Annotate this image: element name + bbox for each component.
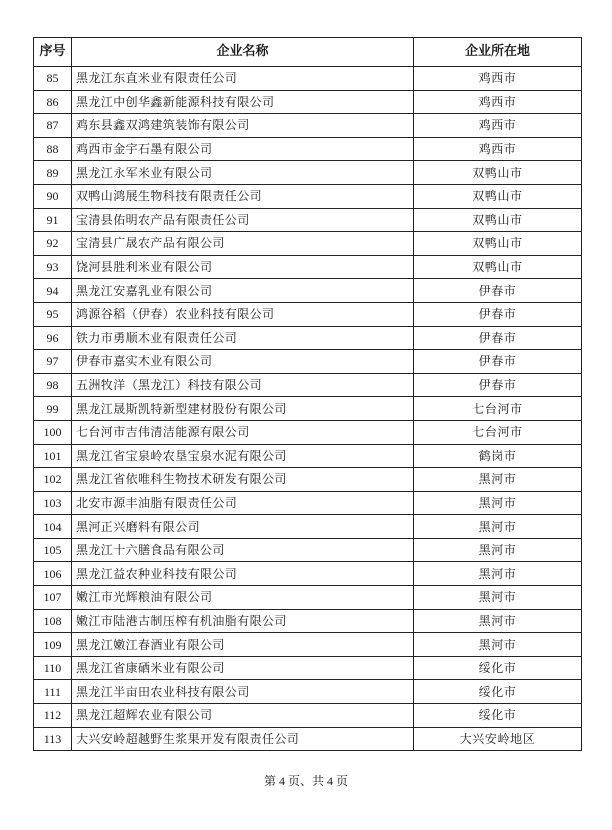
- cell-serial-number: 91: [34, 208, 72, 232]
- cell-serial-number: 113: [34, 727, 72, 751]
- cell-enterprise-name: 鸿源谷稻（伊春）农业科技有限公司: [72, 302, 414, 326]
- table-row: [34, 397, 582, 421]
- cell-serial-number: 90: [34, 184, 72, 208]
- cell-enterprise-location: 黑河市: [414, 562, 582, 586]
- cell-enterprise-name: 黑龙江永军米业有限公司: [72, 161, 414, 185]
- table-row: [34, 114, 582, 138]
- table-row: [34, 491, 582, 515]
- cell-enterprise-name: 鸡东县鑫双鸿建筑装饰有限公司: [72, 114, 414, 138]
- table-row: [34, 420, 582, 444]
- cell-enterprise-location: 伊春市: [414, 350, 582, 374]
- table-row: [34, 468, 582, 492]
- cell-enterprise-name: 黑龙江东直米业有限责任公司: [72, 67, 414, 91]
- cell-enterprise-name: 伊春市嘉实木业有限公司: [72, 350, 414, 374]
- cell-enterprise-location: 七台河市: [414, 420, 582, 444]
- cell-enterprise-location: 黑河市: [414, 586, 582, 610]
- header-row: [34, 38, 582, 67]
- cell-enterprise-name: 黑龙江省依唯科生物技术研发有限公司: [72, 468, 414, 492]
- table-row: [34, 515, 582, 539]
- cell-serial-number: 89: [34, 161, 72, 185]
- cell-enterprise-name: 黑龙江半亩田农业科技有限公司: [72, 680, 414, 704]
- header-enterprise-name: 企业名称: [72, 38, 414, 67]
- cell-serial-number: 101: [34, 444, 72, 468]
- cell-enterprise-name: 黑龙江超辉农业有限公司: [72, 704, 414, 728]
- table-row: [34, 656, 582, 680]
- cell-serial-number: 106: [34, 562, 72, 586]
- table-row: [34, 302, 582, 326]
- cell-enterprise-name: 黑河正兴磨料有限公司: [72, 515, 414, 539]
- cell-serial-number: 100: [34, 420, 72, 444]
- cell-enterprise-name: 嫩江市光辉粮油有限公司: [72, 586, 414, 610]
- table-row: [34, 350, 582, 374]
- cell-enterprise-location: 伊春市: [414, 302, 582, 326]
- header-serial-number: 序号: [34, 38, 72, 67]
- table-row: [34, 586, 582, 610]
- cell-enterprise-name: 大兴安岭超越野生浆果开发有限责任公司: [72, 727, 414, 751]
- cell-enterprise-location: 绥化市: [414, 680, 582, 704]
- enterprise-table: [33, 37, 582, 751]
- cell-enterprise-location: 黑河市: [414, 515, 582, 539]
- cell-serial-number: 92: [34, 232, 72, 256]
- cell-enterprise-location: 黑河市: [414, 633, 582, 657]
- cell-enterprise-location: 黑河市: [414, 609, 582, 633]
- cell-enterprise-location: 绥化市: [414, 656, 582, 680]
- cell-serial-number: 108: [34, 609, 72, 633]
- table-row: [34, 704, 582, 728]
- cell-enterprise-name: 双鸭山鸿展生物科技有限责任公司: [72, 184, 414, 208]
- cell-serial-number: 104: [34, 515, 72, 539]
- cell-enterprise-location: 鸡西市: [414, 114, 582, 138]
- table-row: [34, 255, 582, 279]
- cell-enterprise-location: 鸡西市: [414, 90, 582, 114]
- cell-serial-number: 102: [34, 468, 72, 492]
- document-page: [33, 37, 581, 751]
- cell-serial-number: 97: [34, 350, 72, 374]
- cell-enterprise-location: 绥化市: [414, 704, 582, 728]
- cell-enterprise-name: 宝清县广晟农产品有限公司: [72, 232, 414, 256]
- cell-serial-number: 111: [34, 680, 72, 704]
- table-row: [34, 633, 582, 657]
- table-row: [34, 373, 582, 397]
- cell-enterprise-name: 宝清县佑明农产品有限责任公司: [72, 208, 414, 232]
- cell-enterprise-name: 黑龙江益农种业科技有限公司: [72, 562, 414, 586]
- cell-enterprise-location: 鸡西市: [414, 67, 582, 91]
- cell-serial-number: 105: [34, 538, 72, 562]
- cell-enterprise-location: 黑河市: [414, 491, 582, 515]
- table-row: [34, 562, 582, 586]
- cell-enterprise-location: 鹤岗市: [414, 444, 582, 468]
- cell-enterprise-name: 黑龙江十六膳食品有限公司: [72, 538, 414, 562]
- cell-serial-number: 88: [34, 137, 72, 161]
- cell-enterprise-location: 伊春市: [414, 373, 582, 397]
- cell-serial-number: 109: [34, 633, 72, 657]
- cell-enterprise-location: 双鸭山市: [414, 184, 582, 208]
- cell-serial-number: 96: [34, 326, 72, 350]
- cell-serial-number: 85: [34, 67, 72, 91]
- cell-enterprise-name: 黑龙江嫩江春酒业有限公司: [72, 633, 414, 657]
- cell-enterprise-name: 饶河县胜利米业有限公司: [72, 255, 414, 279]
- cell-serial-number: 86: [34, 90, 72, 114]
- cell-enterprise-name: 黑龙江安嘉乳业有限公司: [72, 279, 414, 303]
- cell-enterprise-location: 七台河市: [414, 397, 582, 421]
- table-row: [34, 727, 582, 751]
- cell-enterprise-name: 五洲牧洋（黑龙江）科技有限公司: [72, 373, 414, 397]
- cell-enterprise-location: 大兴安岭地区: [414, 727, 582, 751]
- table-row: [34, 137, 582, 161]
- cell-enterprise-name: 黑龙江省宝泉岭农垦宝泉水泥有限公司: [72, 444, 414, 468]
- table-body: [34, 67, 582, 751]
- cell-enterprise-name: 嫩江市陆港古制压榨有机油脂有限公司: [72, 609, 414, 633]
- cell-enterprise-name: 黑龙江中创华鑫新能源科技有限公司: [72, 90, 414, 114]
- cell-serial-number: 94: [34, 279, 72, 303]
- cell-serial-number: 98: [34, 373, 72, 397]
- table-row: [34, 279, 582, 303]
- cell-enterprise-name: 鸡西市金宇石墨有限公司: [72, 137, 414, 161]
- cell-serial-number: 112: [34, 704, 72, 728]
- table-row: [34, 232, 582, 256]
- table-row: [34, 67, 582, 91]
- cell-enterprise-location: 鸡西市: [414, 137, 582, 161]
- table-row: [34, 208, 582, 232]
- cell-serial-number: 93: [34, 255, 72, 279]
- table-row: [34, 161, 582, 185]
- cell-serial-number: 95: [34, 302, 72, 326]
- cell-enterprise-location: 双鸭山市: [414, 255, 582, 279]
- table-row: [34, 680, 582, 704]
- cell-enterprise-location: 双鸭山市: [414, 232, 582, 256]
- cell-enterprise-location: 黑河市: [414, 538, 582, 562]
- table-header: [34, 38, 582, 67]
- cell-enterprise-location: 黑河市: [414, 468, 582, 492]
- table-row: [34, 326, 582, 350]
- cell-serial-number: 99: [34, 397, 72, 421]
- cell-enterprise-name: 黑龙江晟斯凯特新型建材股份有限公司: [72, 397, 414, 421]
- table-row: [34, 184, 582, 208]
- table-row: [34, 90, 582, 114]
- cell-enterprise-name: 北安市源丰油脂有限责任公司: [72, 491, 414, 515]
- cell-enterprise-location: 伊春市: [414, 326, 582, 350]
- cell-serial-number: 103: [34, 491, 72, 515]
- table-row: [34, 444, 582, 468]
- header-enterprise-location: 企业所在地: [414, 38, 582, 67]
- cell-serial-number: 110: [34, 656, 72, 680]
- cell-serial-number: 87: [34, 114, 72, 138]
- cell-enterprise-location: 伊春市: [414, 279, 582, 303]
- cell-enterprise-name: 黑龙江省康硒米业有限公司: [72, 656, 414, 680]
- cell-enterprise-name: 七台河市吉伟清洁能源有限公司: [72, 420, 414, 444]
- cell-enterprise-name: 铁力市勇顺木业有限责任公司: [72, 326, 414, 350]
- cell-enterprise-location: 双鸭山市: [414, 208, 582, 232]
- page-footer: 第 4 页、共 4 页: [263, 774, 348, 788]
- cell-enterprise-location: 双鸭山市: [414, 161, 582, 185]
- cell-serial-number: 107: [34, 586, 72, 610]
- table-row: [34, 538, 582, 562]
- table-row: [34, 609, 582, 633]
